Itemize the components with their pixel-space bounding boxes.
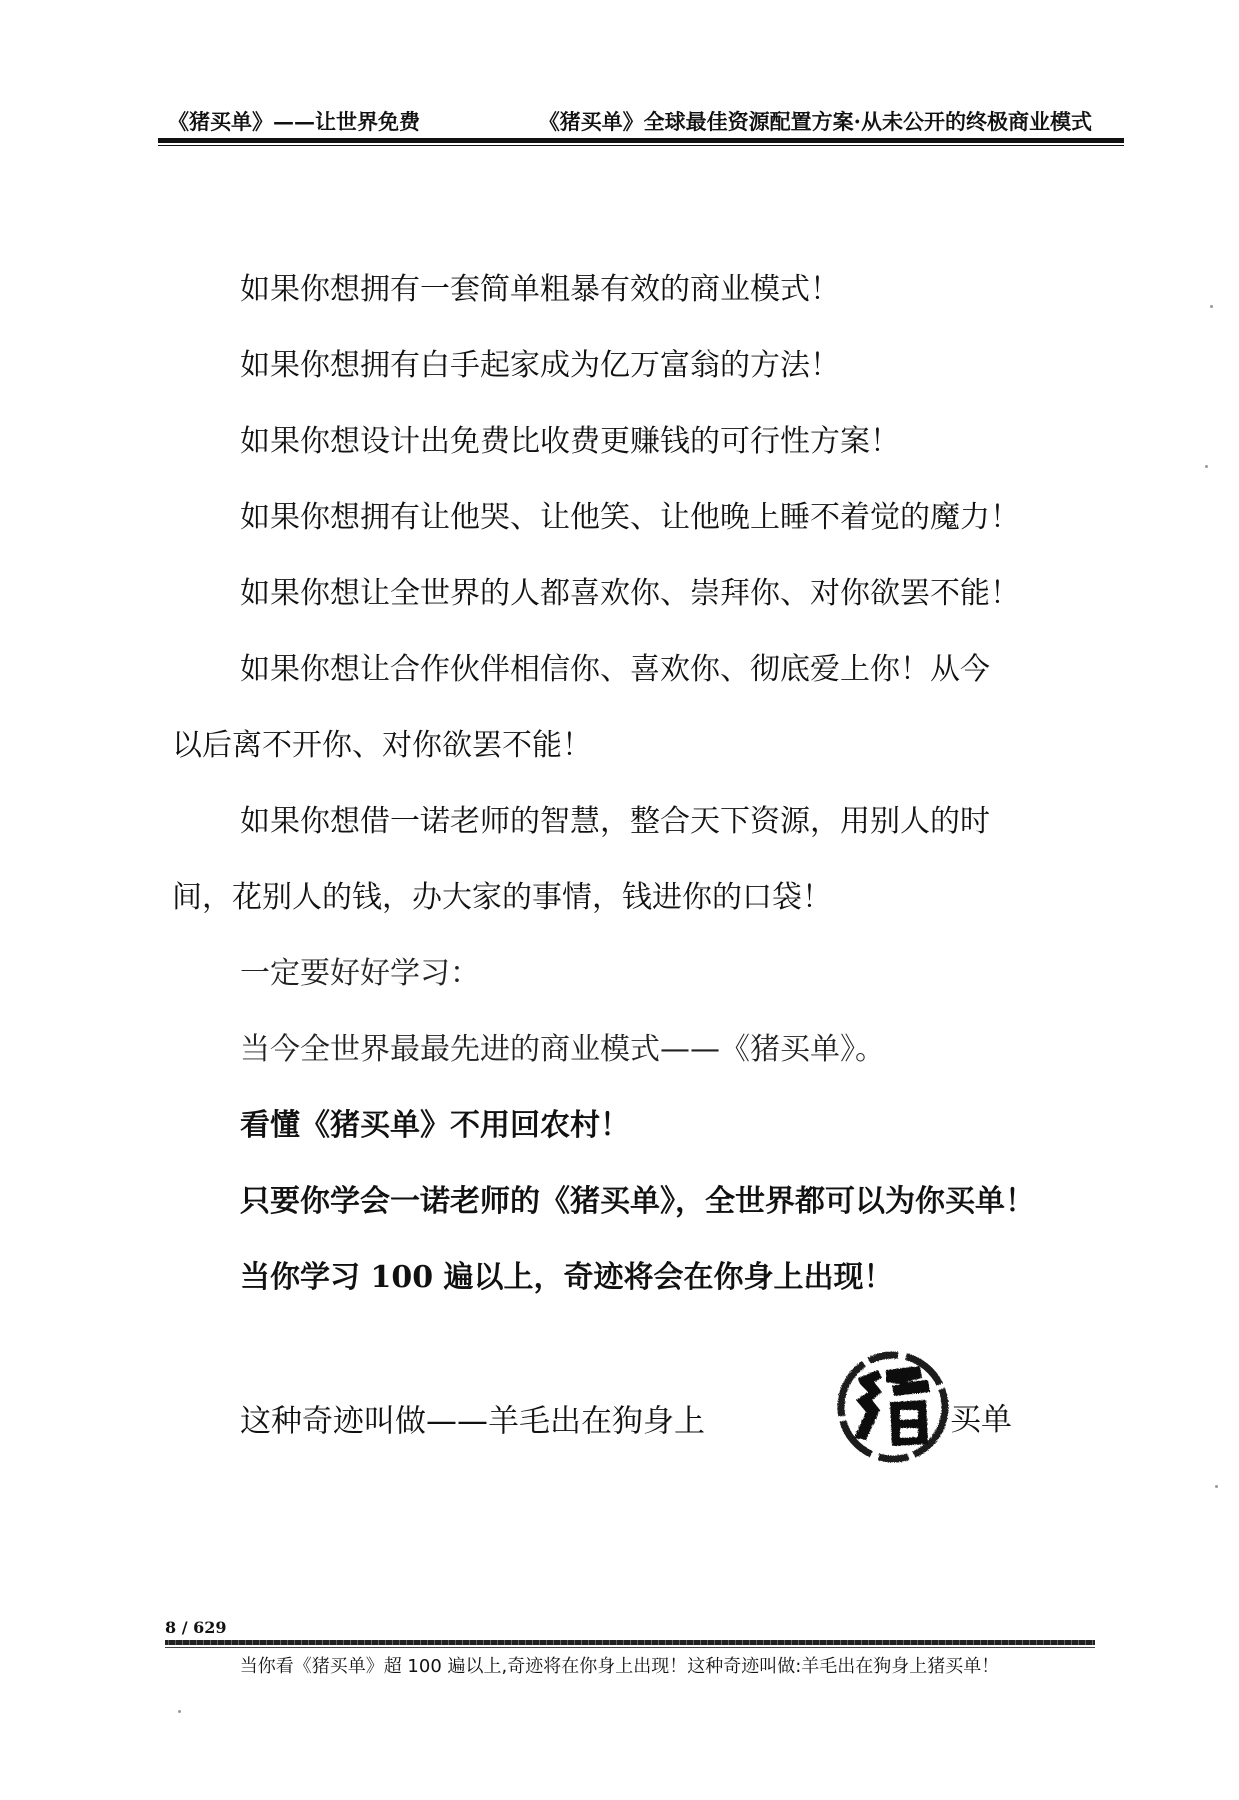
body-line: 间，花别人的钱，办大家的事情，钱进你的口袋！ xyxy=(172,880,832,915)
closing-suffix: 买单 xyxy=(950,1402,1012,1438)
body-line: 如果你想拥有白手起家成为亿万富翁的方法！ xyxy=(240,348,840,383)
scan-speck xyxy=(1215,1485,1218,1488)
scan-speck xyxy=(1210,305,1213,308)
closing-prefix: 这种奇迹叫做——羊毛出在狗身上 xyxy=(240,1403,705,1440)
closing-line xyxy=(240,1400,705,1442)
scan-speck xyxy=(1205,465,1208,468)
body-line: 如果你想设计出免费比收费更赚钱的可行性方案！ xyxy=(240,424,900,459)
body-text xyxy=(172,252,1094,1316)
footer-rule xyxy=(165,1640,1095,1645)
bold-line: 当你学习 100 遍以上，奇迹将会在你身上出现！ xyxy=(240,1260,894,1295)
header-rule-thin xyxy=(158,145,1124,146)
page-number: 8 / 629 xyxy=(165,1618,227,1637)
header-left-title: 《猪买单》——让世界免费 xyxy=(168,109,420,134)
body-line: 如果你想拥有让他哭、让他笑、让他晚上睡不着觉的魔力！ xyxy=(240,500,1020,535)
header-rule xyxy=(158,138,1124,143)
body-line: 如果你想让全世界的人都喜欢你、崇拜你、对你欲罢不能！ xyxy=(240,576,1020,611)
footer-text: 当你看《猪买单》超 100 遍以上,奇迹将在你身上出现！这种奇迹叫做:羊毛出在狗身上猪买单！ xyxy=(239,1656,1000,1677)
scan-speck xyxy=(178,1710,181,1713)
body-line: 以后离不开你、对你欲罢不能！ xyxy=(172,728,592,763)
pig-seal-logo xyxy=(834,1348,952,1466)
page-header xyxy=(158,100,1124,140)
body-line: 如果你想拥有一套简单粗暴有效的商业模式！ xyxy=(240,272,840,307)
body-line: 当今全世界最最先进的商业模式——《猪买单》。 xyxy=(240,1032,885,1067)
body-line: 如果你想借一诺老师的智慧，整合天下资源，用别人的时 xyxy=(240,804,990,839)
body-line: 一定要好好学习： xyxy=(240,956,480,991)
bold-line: 看懂《猪买单》不用回农村！ xyxy=(240,1108,630,1143)
body-line: 如果你想让合作伙伴相信你、喜欢你、彻底爱上你！从今 xyxy=(240,652,990,687)
footer-rule-thin xyxy=(165,1647,1095,1648)
header-right-title: 《猪买单》全球最佳资源配置方案·从未公开的终极商业模式 xyxy=(538,109,1092,134)
bold-line: 只要你学会一诺老师的《猪买单》，全世界都可以为你买单！ xyxy=(240,1184,1035,1219)
